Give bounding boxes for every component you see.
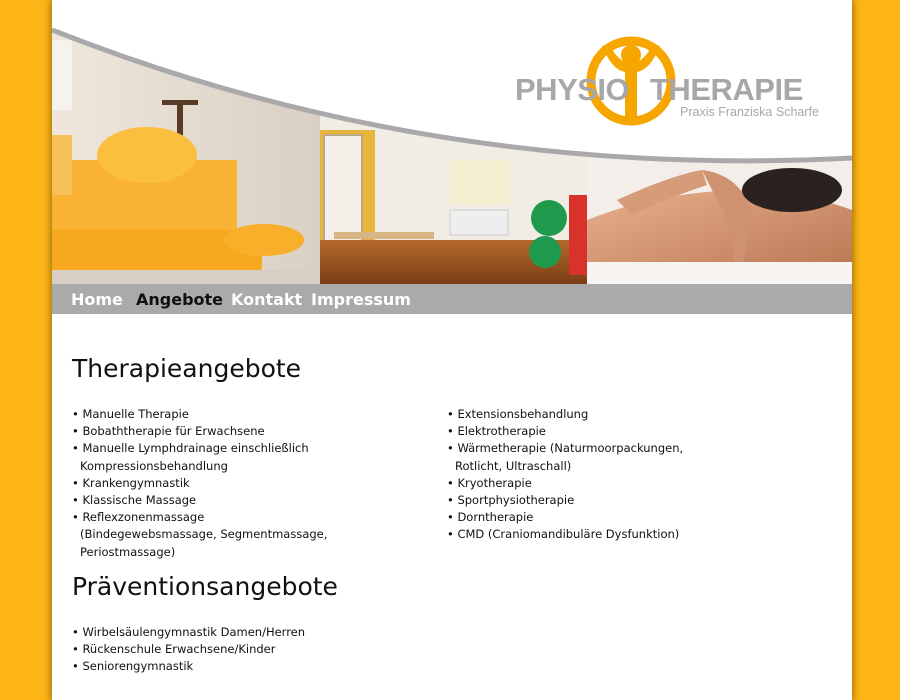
list-item: • Klassische Massage (72, 492, 342, 509)
therapie-heading: Therapieangebote (72, 354, 302, 383)
header-photos (52, 0, 852, 284)
list-item: • CMD (Craniomandibuläre Dysfunktion) (447, 526, 687, 543)
header-banner (52, 0, 852, 284)
nav-angebote[interactable]: Angebote (136, 290, 224, 309)
list-item: • Krankengymnastik (72, 475, 342, 492)
page-container (52, 0, 852, 700)
logo-word-physio: PHYSIO (515, 72, 630, 107)
list-item: • Manuelle Lymphdrainage einschließlich Kompressionsbehandlung (72, 440, 342, 474)
list-item: • Reflexzonenmassage (Bindegewebsmassage, Segmentmassage, Periostmassage) (72, 509, 342, 561)
list-item: • Rückenschule Erwachsene/Kinder (72, 641, 472, 658)
list-item: • Sportphysiotherapie (447, 492, 687, 509)
list-item: • Wirbelsäulengymnastik Damen/Herren (72, 624, 472, 641)
list-item: • Bobaththerapie für Erwachsene (72, 423, 342, 440)
list-item: • Seniorengymnastik (72, 658, 472, 675)
logo-subtitle: Praxis Franziska Scharfe (680, 105, 819, 119)
nav-impressum[interactable]: Impressum (311, 290, 411, 309)
logo-word-therapie: THERAPIE (650, 72, 803, 107)
list-item: • Dorntherapie (447, 509, 687, 526)
nav-home[interactable]: Home (71, 290, 123, 309)
therapie-list-right (447, 406, 687, 544)
praevention-list (72, 624, 472, 676)
main-navigation (52, 284, 852, 314)
list-item: • Kryotherapie (447, 475, 687, 492)
list-item: • Manuelle Therapie (72, 406, 342, 423)
list-item: • Wärmetherapie (Naturmoorpackungen, Rotlicht, Ultraschall) (447, 440, 687, 474)
list-item: • Elektrotherapie (447, 423, 687, 440)
list-item: • Extensionsbehandlung (447, 406, 687, 423)
nav-kontakt[interactable]: Kontakt (231, 290, 303, 309)
praevention-heading: Präventionsangebote (72, 572, 338, 601)
therapie-list-left (72, 406, 342, 561)
